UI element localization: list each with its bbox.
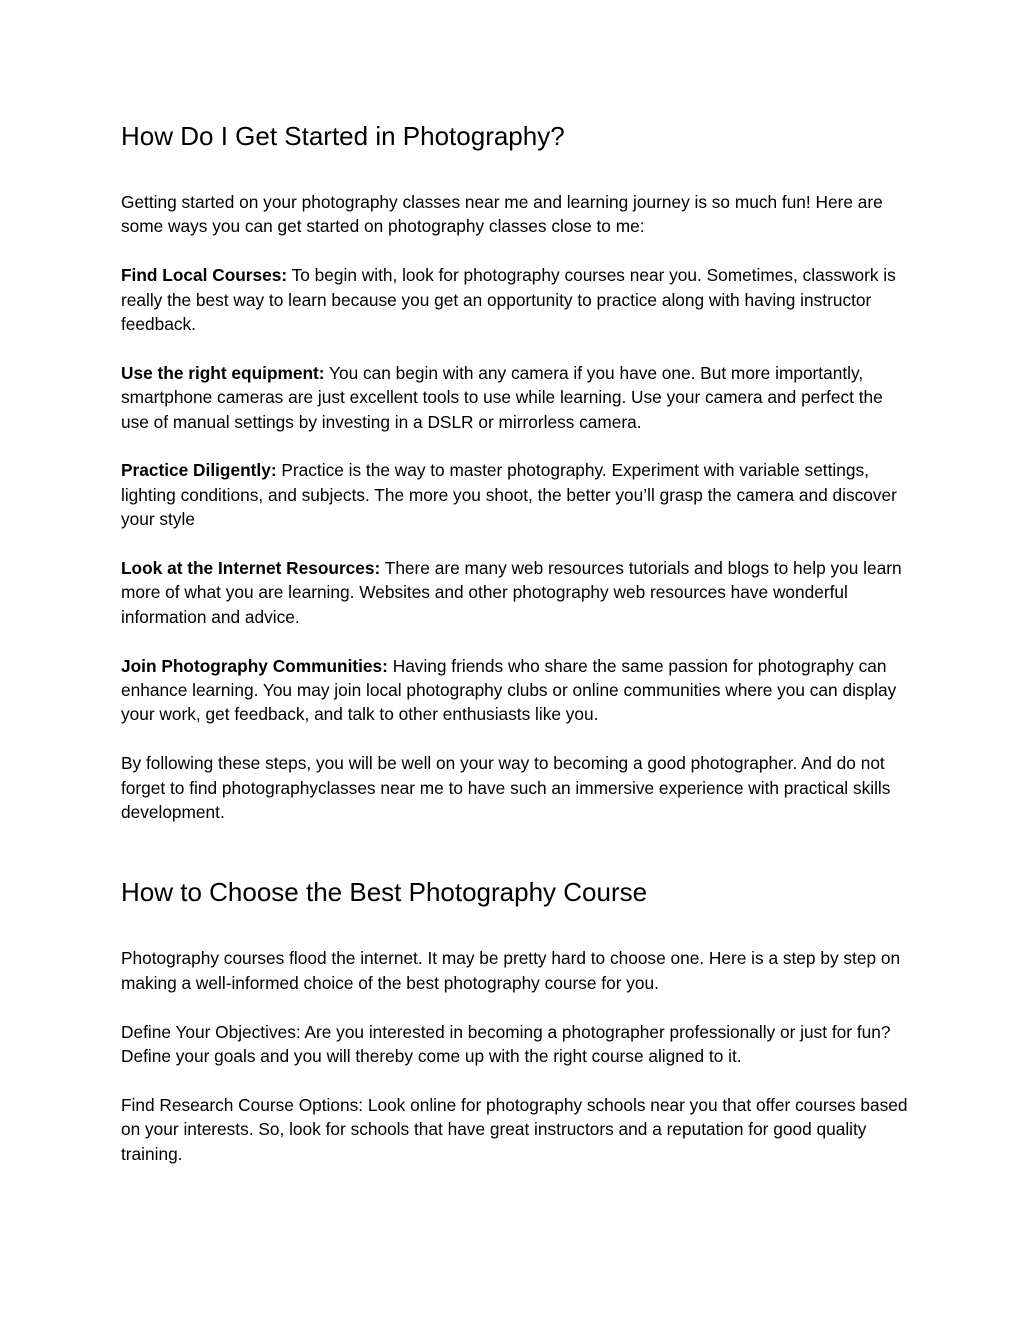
- conclusion-paragraph: By following these steps, you will be well on your way to becoming a good photographer. And do not forget to find photographyclasses near me to have such an immersive experience with practical skills development.: [121, 753, 891, 823]
- tip-text: To begin with, look for photography courses near you. Sometimes, classwork is really the best way to learn because you get an opportunity to practice along with having instructor feedback.: [121, 265, 896, 335]
- tip-practice-diligently: [121, 458, 911, 531]
- tip-text: Practice is the way to master photography. Experiment with variable settings, lighting conditions, and subjects. The more you shoot, the better you’ll grasp the camera and discover your style: [121, 460, 897, 530]
- intro-paragraph: Getting started on your photography classes near me and learning journey is so much fun! Here are some ways you can get started on photography classes close to me:: [121, 192, 883, 237]
- course-intro-paragraph: Photography courses flood the internet. It may be pretty hard to choose one. Here is a step by step on making a well-informed choice of the best photography course for you.: [121, 948, 901, 993]
- section-heading-getting-started: How Do I Get Started in Photography?: [121, 121, 565, 151]
- tip-text: There are many web resources tutorials and blogs to help you learn more of what you are learning. Websites and other photography web resources have wonderful information and advice.: [121, 558, 902, 627]
- tip-label: Find Local Courses:: [121, 265, 288, 286]
- tip-label: Use the right equipment:: [121, 362, 325, 383]
- tip-internet-resources: [121, 556, 911, 629]
- tip-label: Practice Diligently:: [121, 460, 277, 481]
- research-options-paragraph: Find Research Course Options: Look online for photography schools near you that offer courses based on your interests. So, look for schools that have great instructors and a reputation for good quality training.: [121, 1094, 908, 1164]
- define-objectives-paragraph: Define Your Objectives: Are you interested in becoming a photographer professionally or just for fun? Define your goals and you will thereby come up with the right course aligned to it.: [121, 1021, 891, 1067]
- section-heading-choose-course: How to Choose the Best Photography Course: [121, 877, 648, 908]
- tip-join-communities: [121, 654, 911, 727]
- tip-use-right-equipment: [121, 361, 911, 434]
- tip-label: Look at the Internet Resources:: [121, 558, 381, 579]
- tip-label: Join Photography Communities:: [121, 655, 388, 676]
- tip-find-local-courses: [121, 263, 911, 336]
- document-page: [121, 118, 911, 1166]
- tip-text: Having friends who share the same passion for photography can enhance learning. You may join local photography clubs or online communities where you can display your work, get feedback, and talk to other enthusiasts like you.: [121, 655, 897, 725]
- tip-text: You can begin with any camera if you have one. But more importantly, smartphone cameras are just excellent tools to use while learning. Use your camera and perfect the use of manual settings by investing in a DSLR or mirrorless camera.: [121, 362, 883, 432]
